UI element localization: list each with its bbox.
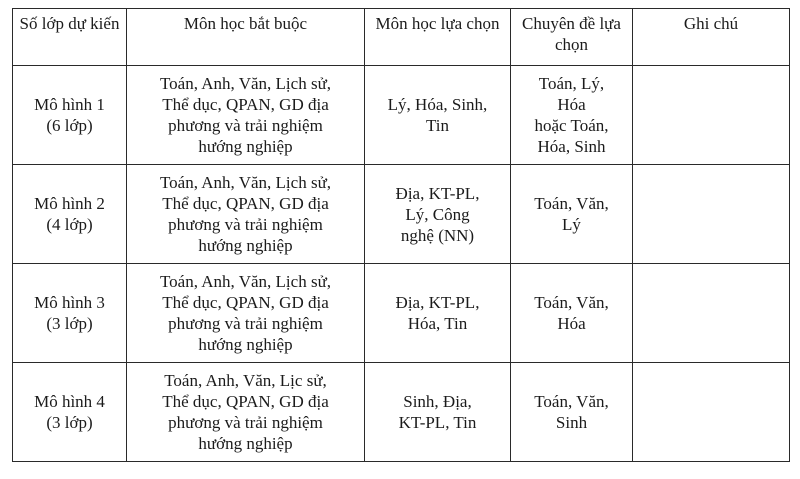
cell-topics: Toán, Văn, Hóa (511, 264, 633, 363)
cell-elective: Địa, KT-PL, Hóa, Tin (365, 264, 511, 363)
cell-model: Mô hình 1 (6 lớp) (13, 66, 127, 165)
cell-topics: Toán, Văn, Sinh (511, 363, 633, 462)
cell-notes (633, 66, 790, 165)
class-model-table (12, 8, 790, 462)
cell-elective: Lý, Hóa, Sinh, Tin (365, 66, 511, 165)
cell-model: Mô hình 3 (3 lớp) (13, 264, 127, 363)
cell-topics: Toán, Lý, Hóa hoặc Toán, Hóa, Sinh (511, 66, 633, 165)
table-row (13, 363, 790, 462)
table-row (13, 165, 790, 264)
header-model: Số lớp dự kiến (13, 9, 127, 66)
cell-topics: Toán, Văn, Lý (511, 165, 633, 264)
cropped-text-bottom (70, 472, 790, 479)
table-row (13, 264, 790, 363)
header-elective-topics: Chuyên đề lựa chọn (511, 9, 633, 66)
cell-mandatory: Toán, Anh, Văn, Lịc sử, Thể dục, QPAN, GD địa phương và trải nghiệm hướng nghiệp (127, 363, 365, 462)
cell-mandatory: Toán, Anh, Văn, Lịch sử, Thể dục, QPAN, GD địa phương và trải nghiệm hướng nghiệp (127, 165, 365, 264)
table-row (13, 66, 790, 165)
cell-elective: Địa, KT-PL, Lý, Công nghệ (NN) (365, 165, 511, 264)
cropped-text-top (40, 0, 660, 3)
cell-notes (633, 363, 790, 462)
cell-model: Mô hình 2 (4 lớp) (13, 165, 127, 264)
cell-elective: Sinh, Địa, KT-PL, Tin (365, 363, 511, 462)
header-elective-subjects: Môn học lựa chọn (365, 9, 511, 66)
cell-mandatory: Toán, Anh, Văn, Lịch sử, Thể dục, QPAN, GD địa phương và trải nghiệm hướng nghiệp (127, 264, 365, 363)
cell-notes (633, 165, 790, 264)
cell-model: Mô hình 4 (3 lớp) (13, 363, 127, 462)
header-mandatory-subjects: Môn học bắt buộc (127, 9, 365, 66)
table-header-row (13, 9, 790, 66)
cell-mandatory: Toán, Anh, Văn, Lịch sử, Thể dục, QPAN, GD địa phương và trải nghiệm hướng nghiệp (127, 66, 365, 165)
header-notes: Ghi chú (633, 9, 790, 66)
cell-notes (633, 264, 790, 363)
